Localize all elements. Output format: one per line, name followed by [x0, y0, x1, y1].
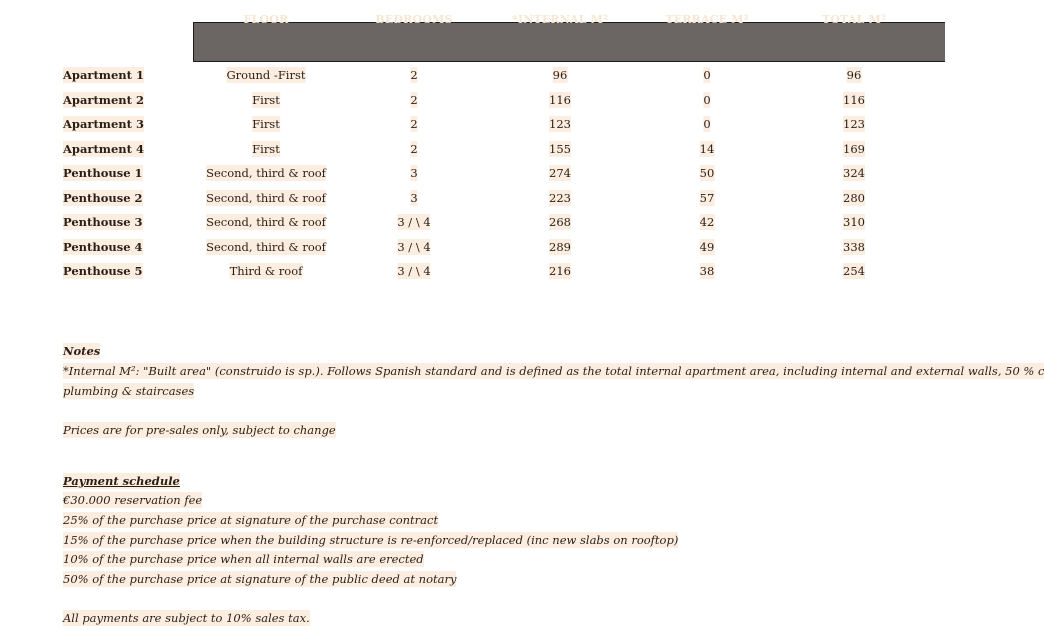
floor-cell: Second, third & roof	[206, 215, 326, 229]
internal-cell: 289	[549, 240, 571, 254]
terrace-cell: 49	[699, 240, 715, 254]
floor-cell: First	[252, 117, 280, 131]
header-bedrooms: BEDROOMS	[375, 13, 453, 26]
internal-cell: 123	[549, 117, 571, 131]
prices-note: Prices are for pre-sales only, subject to change	[63, 423, 336, 437]
payment-item: 25% of the purchase price at signature of the purchase contract	[63, 513, 439, 527]
payment-item: €30.000 reservation fee	[63, 493, 203, 507]
floor-cell: Second, third & roof	[206, 240, 326, 254]
internal-definition-continued: plumbing & staircases	[63, 384, 195, 398]
internal-cell: 96	[552, 68, 568, 82]
table-row	[0, 67, 945, 83]
bedrooms-cell: 2	[410, 117, 418, 131]
unit-name: Penthouse 4	[63, 240, 143, 254]
terrace-cell: 0	[703, 68, 711, 82]
bedrooms-cell: 3 / \ 4	[397, 215, 431, 229]
terrace-cell: 0	[703, 117, 711, 131]
total-cell: 310	[843, 215, 865, 229]
bedrooms-cell: 3 / \ 4	[397, 240, 431, 254]
unit-name: Apartment 4	[63, 142, 144, 156]
header-internal-m2: *INTERNAL M²	[511, 13, 609, 26]
total-cell: 280	[843, 191, 865, 205]
unit-name: Penthouse 1	[63, 166, 143, 180]
table-row	[0, 263, 945, 279]
sales-tax-note: All payments are subject to 10% sales tax.	[63, 611, 310, 625]
terrace-cell: 14	[699, 142, 715, 156]
unit-name: Penthouse 5	[63, 264, 143, 278]
total-cell: 123	[843, 117, 865, 131]
internal-cell: 116	[549, 93, 571, 107]
bedrooms-cell: 3 / \ 4	[397, 264, 431, 278]
unit-name: Apartment 2	[63, 93, 144, 107]
total-cell: 96	[846, 68, 862, 82]
payment-item: 10% of the purchase price when all internal walls are erected	[63, 552, 424, 566]
floor-cell: Third & roof	[229, 264, 303, 278]
terrace-cell: 42	[699, 215, 715, 229]
header-terrace-m2: TERRACE M²	[665, 13, 749, 26]
table-row	[0, 214, 945, 230]
internal-cell: 274	[549, 166, 571, 180]
total-cell: 169	[843, 142, 865, 156]
unit-name: Penthouse 2	[63, 191, 143, 205]
unit-name: Apartment 1	[63, 68, 144, 82]
table-row	[0, 116, 945, 132]
total-cell: 116	[843, 93, 865, 107]
floor-cell: Second, third & roof	[206, 191, 326, 205]
total-cell: 338	[843, 240, 865, 254]
internal-cell: 216	[549, 264, 571, 278]
bedrooms-cell: 3	[410, 191, 418, 205]
payment-item: 15% of the purchase price when the building structure is re-enforced/replaced (inc new slabs on rooftop)	[63, 533, 679, 547]
payment-item: 50% of the purchase price at signature of the public deed at notary	[63, 572, 457, 586]
terrace-cell: 38	[699, 264, 715, 278]
notes-title: Notes	[63, 344, 101, 358]
table-row	[0, 239, 945, 255]
floor-cell: First	[252, 142, 280, 156]
floor-cell: Ground -First	[226, 68, 306, 82]
table-header	[193, 22, 945, 62]
unit-name: Penthouse 3	[63, 215, 143, 229]
header-floor: FLOOR	[243, 13, 289, 26]
table-row	[0, 165, 945, 181]
payment-schedule-title: Payment schedule	[63, 474, 180, 488]
terrace-cell: 50	[699, 166, 715, 180]
table-row	[0, 190, 945, 206]
bedrooms-cell: 2	[410, 68, 418, 82]
table-row	[0, 141, 945, 157]
total-cell: 324	[843, 166, 865, 180]
internal-definition: *Internal M²: "Built area" (construido is sp.). Follows Spanish standard and is defined as the total internal apartment area, including internal and external walls, 50 % c	[63, 364, 1044, 378]
terrace-cell: 0	[703, 93, 711, 107]
unit-name: Apartment 3	[63, 117, 144, 131]
terrace-cell: 57	[699, 191, 715, 205]
bedrooms-cell: 3	[410, 166, 418, 180]
internal-cell: 268	[549, 215, 571, 229]
total-cell: 254	[843, 264, 865, 278]
internal-cell: 155	[549, 142, 571, 156]
floor-cell: First	[252, 93, 280, 107]
floor-cell: Second, third & roof	[206, 166, 326, 180]
table-row	[0, 92, 945, 108]
bedrooms-cell: 2	[410, 93, 418, 107]
internal-cell: 223	[549, 191, 571, 205]
header-total-m2: TOTAL M²	[821, 13, 887, 26]
bedrooms-cell: 2	[410, 142, 418, 156]
